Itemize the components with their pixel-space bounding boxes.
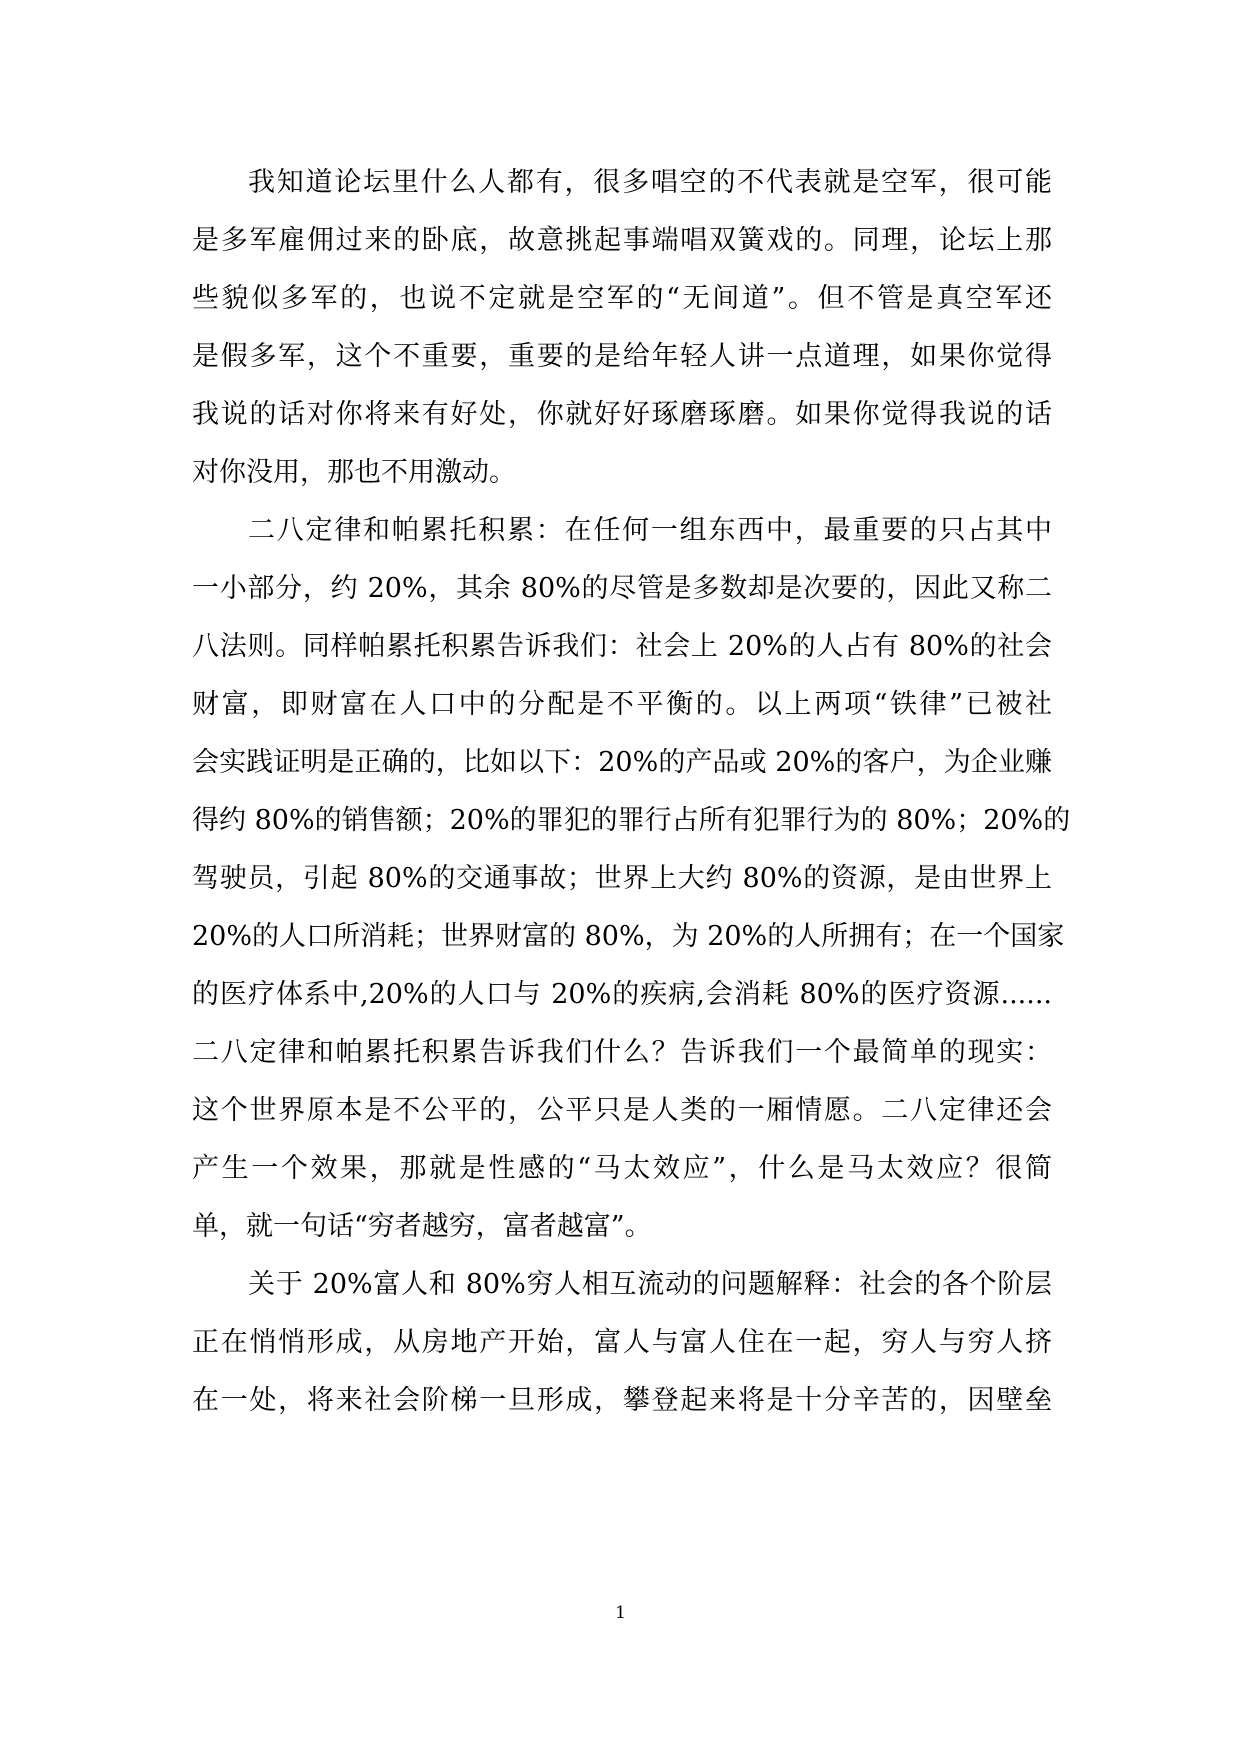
text-line: 八法则。同样帕累托积累告诉我们：社会上 20%的人占有 80%的社会 bbox=[192, 631, 1052, 662]
text-line: 正在悄悄形成，从房地产开始，富人与富人住在一起，穷人与穷人挤 bbox=[192, 1327, 1052, 1358]
text-line: 对你没用，那也不用激动。 bbox=[192, 457, 516, 488]
text-line: 是假多军，这个不重要，重要的是给年轻人讲一点道理，如果你觉得 bbox=[192, 341, 1052, 372]
text-line: 二八定律和帕累托积累：在任何一组东西中，最重要的只占其中 bbox=[248, 515, 1052, 546]
page-number: 1 bbox=[615, 1603, 626, 1623]
text-line: 我说的话对你将来有好处，你就好好琢磨琢磨。如果你觉得我说的话 bbox=[192, 399, 1052, 430]
text-line: 得约 80%的销售额；20%的罪犯的罪行占所有犯罪行为的 80%；20%的 bbox=[192, 805, 1071, 836]
text-line: 产生一个效果，那就是性感的“马太效应”，什么是马太效应？很简 bbox=[192, 1153, 1052, 1184]
text-line: 二八定律和帕累托积累告诉我们什么？告诉我们一个最简单的现实： bbox=[192, 1037, 1052, 1068]
text-line: 20%的人口所消耗；世界财富的 80%，为 20%的人所拥有；在一个国家 bbox=[192, 921, 1065, 952]
text-line: 一小部分，约 20%，其余 80%的尽管是多数却是次要的，因此又称二 bbox=[192, 573, 1052, 604]
text-line: 驾驶员，引起 80%的交通事故；世界上大约 80%的资源，是由世界上 bbox=[192, 863, 1052, 894]
text-line: 关于 20%富人和 80%穷人相互流动的问题解释：社会的各个阶层 bbox=[248, 1269, 1052, 1300]
text-line: 我知道论坛里什么人都有，很多唱空的不代表就是空军，很可能 bbox=[248, 167, 1052, 198]
text-line: 在一处，将来社会阶梯一旦形成，攀登起来将是十分辛苦的，因壁垒 bbox=[192, 1385, 1052, 1416]
text-line: 些貌似多军的，也说不定就是空军的“无间道”。但不管是真空军还 bbox=[192, 283, 1052, 314]
text-line: 单，就一句话“穷者越穷，富者越富”。 bbox=[192, 1211, 652, 1242]
text-line: 财富，即财富在人口中的分配是不平衡的。以上两项“铁律”已被社 bbox=[192, 689, 1052, 720]
text-line: 的医疗体系中,20%的人口与 20%的疾病,会消耗 80%的医疗资源...... bbox=[192, 979, 1052, 1010]
text-line: 是多军雇佣过来的卧底，故意挑起事端唱双簧戏的。同理，论坛上那 bbox=[192, 225, 1052, 256]
text-line: 会实践证明是正确的，比如以下：20%的产品或 20%的客户，为企业赚 bbox=[192, 747, 1052, 778]
text-line: 这个世界原本是不公平的，公平只是人类的一厢情愿。二八定律还会 bbox=[192, 1095, 1052, 1126]
